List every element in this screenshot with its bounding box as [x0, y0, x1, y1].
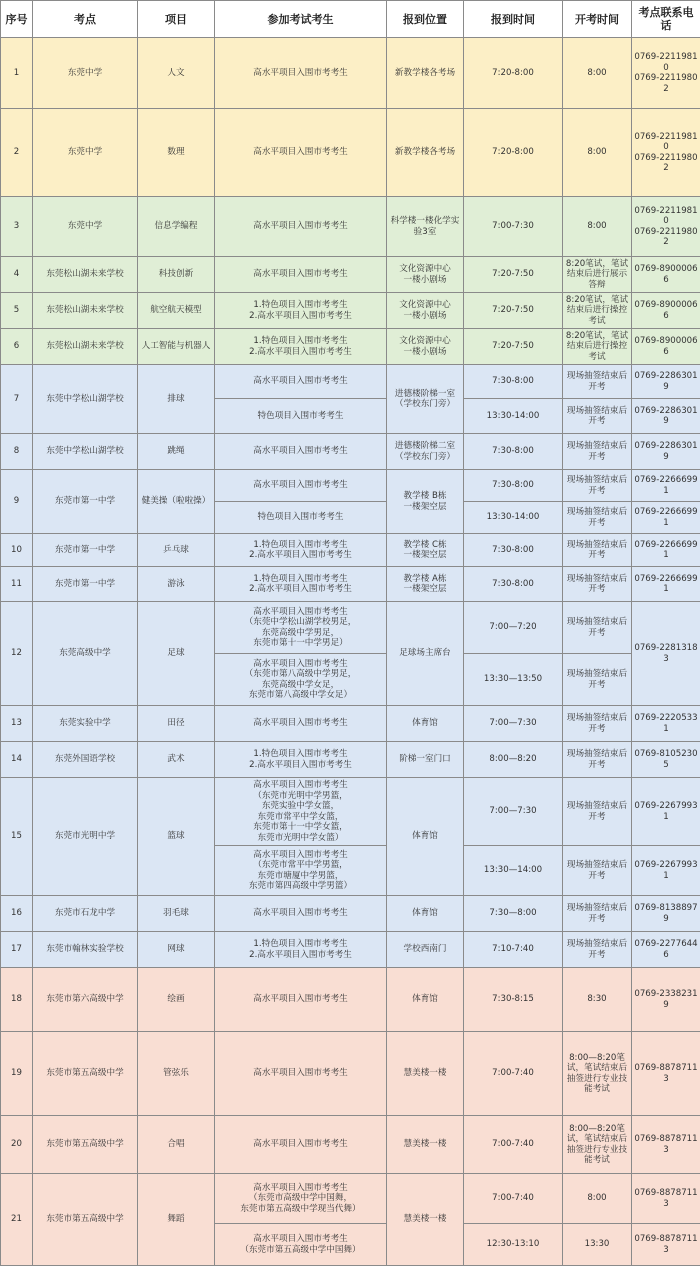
- cell-seq: 9: [1, 470, 33, 534]
- cell-seq: 20: [1, 1116, 33, 1174]
- cell-site: 东莞市第五高级中学: [33, 1116, 138, 1174]
- cell-start: 8:30: [563, 968, 632, 1032]
- cell-checkin: 13:30-14:00: [464, 399, 563, 434]
- cell-item: 跳绳: [138, 434, 215, 470]
- cell-seq: 13: [1, 706, 33, 742]
- cell-seq: 2: [1, 109, 33, 197]
- cell-item: 数理: [138, 109, 215, 197]
- cell-location: 进德楼阶梯二室 （学校东门旁）: [387, 434, 464, 470]
- cell-site: 东莞市第一中学: [33, 567, 138, 602]
- cell-seq: 7: [1, 365, 33, 434]
- cell-checkin: 7:20-8:00: [464, 38, 563, 109]
- cell-item: 游泳: [138, 567, 215, 602]
- cell-phone: 0769-22863019: [632, 434, 700, 470]
- cell-item: 排球: [138, 365, 215, 434]
- table-row: [1, 109, 700, 197]
- cell-location: 新教学楼各考场: [387, 109, 464, 197]
- cell-start: 8:20笔试，笔试结束后进行操控考试: [563, 293, 632, 329]
- cell-item: 管弦乐: [138, 1032, 215, 1116]
- cell-seq: 5: [1, 293, 33, 329]
- cell-location: 慧美楼一楼: [387, 1174, 464, 1266]
- cell-candidates: 高水平项目入围市考考生 （东莞市第五高级中学中国舞）: [215, 1224, 387, 1266]
- cell-checkin: 13:30—13:50: [464, 654, 563, 706]
- cell-checkin: 7:20-7:50: [464, 257, 563, 293]
- cell-seq: 12: [1, 602, 33, 706]
- cell-phone: 0769-22813183: [632, 602, 700, 706]
- table-row: [1, 932, 700, 968]
- table-row: [1, 602, 700, 654]
- cell-phone: 0769-88787113: [632, 1174, 700, 1224]
- cell-location: 文化资源中心 一楼小剧场: [387, 329, 464, 365]
- cell-site: 东莞中学: [33, 197, 138, 257]
- cell-start: 现场抽签结束后开考: [563, 932, 632, 968]
- cell-phone: 0769-89000066: [632, 293, 700, 329]
- cell-seq: 16: [1, 896, 33, 932]
- cell-checkin: 7:00-7:30: [464, 197, 563, 257]
- header-start: 开考时间: [563, 1, 632, 38]
- cell-site: 东莞市第五高级中学: [33, 1032, 138, 1116]
- cell-checkin: 7:30-8:00: [464, 434, 563, 470]
- cell-candidates: 1.特色项目入围市考考生 2.高水平项目入围市考考生: [215, 742, 387, 778]
- cell-checkin: 7:20-7:50: [464, 293, 563, 329]
- cell-start: 8:00: [563, 1174, 632, 1224]
- cell-location: 足球场主席台: [387, 602, 464, 706]
- cell-location: 阶梯一室门口: [387, 742, 464, 778]
- cell-candidates: 1.特色项目入围市考考生 2.高水平项目入围市考考生: [215, 567, 387, 602]
- cell-checkin: 7:00-7:40: [464, 1174, 563, 1224]
- cell-site: 东莞松山湖未来学校: [33, 329, 138, 365]
- cell-candidates: 高水平项目入围市考考生: [215, 706, 387, 742]
- cell-start: 现场抽签结束后开考: [563, 534, 632, 567]
- cell-site: 东莞市第一中学: [33, 534, 138, 567]
- cell-phone: 0769-88787113: [632, 1032, 700, 1116]
- cell-item: 篮球: [138, 778, 215, 896]
- table-row: [1, 434, 700, 470]
- cell-checkin: 7:30-8:00: [464, 365, 563, 399]
- cell-checkin: 7:20-7:50: [464, 329, 563, 365]
- cell-site: 东莞高级中学: [33, 602, 138, 706]
- cell-start: 现场抽签结束后开考: [563, 434, 632, 470]
- cell-phone: 0769-81052305: [632, 742, 700, 778]
- cell-phone: 0769-22119810 0769-22119802: [632, 197, 700, 257]
- cell-start: 现场抽签结束后开考: [563, 654, 632, 706]
- cell-seq: 19: [1, 1032, 33, 1116]
- cell-checkin: 8:00—8:20: [464, 742, 563, 778]
- cell-phone: 0769-22679931: [632, 846, 700, 896]
- cell-phone: 0769-89000066: [632, 257, 700, 293]
- cell-item: 信息学编程: [138, 197, 215, 257]
- header-checkin: 报到时间: [464, 1, 563, 38]
- cell-site: 东莞市石龙中学: [33, 896, 138, 932]
- cell-candidates: 高水平项目入围市考考生: [215, 109, 387, 197]
- cell-site: 东莞中学: [33, 109, 138, 197]
- cell-checkin: 7:30-8:00: [464, 567, 563, 602]
- cell-candidates: 高水平项目入围市考考生: [215, 968, 387, 1032]
- cell-seq: 8: [1, 434, 33, 470]
- table-row: [1, 329, 700, 365]
- cell-candidates: 1.特色项目入围市考考生 2.高水平项目入围市考考生: [215, 293, 387, 329]
- cell-site: 东莞松山湖未来学校: [33, 293, 138, 329]
- cell-candidates: 1.特色项目入围市考考生 2.高水平项目入围市考考生: [215, 329, 387, 365]
- cell-location: 教学楼 A栋 一楼架空层: [387, 567, 464, 602]
- cell-checkin: 7:20-8:00: [464, 109, 563, 197]
- cell-start: 8:00: [563, 109, 632, 197]
- cell-seq: 10: [1, 534, 33, 567]
- cell-start: 现场抽签结束后开考: [563, 846, 632, 896]
- cell-phone: 0769-22119810 0769-22119802: [632, 109, 700, 197]
- cell-candidates: 高水平项目入围市考考生: [215, 38, 387, 109]
- cell-candidates: 高水平项目入围市考考生 （东莞市光明中学男篮， 东莞实验中学女篮， 东莞市常平中学女篮， 东莞市第十一中学女篮， 东莞市光明中学女篮）: [215, 778, 387, 846]
- header-site: 考点: [33, 1, 138, 38]
- cell-start: 现场抽签结束后开考: [563, 470, 632, 502]
- cell-item: 田径: [138, 706, 215, 742]
- cell-item: 航空航天模型: [138, 293, 215, 329]
- cell-start: 8:00—8:20笔试，笔试结束后抽签进行专业技能考试: [563, 1116, 632, 1174]
- cell-checkin: 7:30-8:15: [464, 968, 563, 1032]
- cell-location: 体育馆: [387, 706, 464, 742]
- cell-location: 体育馆: [387, 896, 464, 932]
- cell-checkin: 7:30-8:00: [464, 470, 563, 502]
- cell-start: 现场抽签结束后开考: [563, 502, 632, 534]
- cell-location: 教学楼 B栋 一楼架空层: [387, 470, 464, 534]
- cell-checkin: 13:30—14:00: [464, 846, 563, 896]
- cell-start: 现场抽签结束后开考: [563, 567, 632, 602]
- cell-candidates: 高水平项目入围市考考生 （东莞市高级中学中国舞， 东莞市第五高级中学现当代舞）: [215, 1174, 387, 1224]
- cell-item: 舞蹈: [138, 1174, 215, 1266]
- cell-checkin: 7:00—7:20: [464, 602, 563, 654]
- cell-start: 现场抽签结束后开考: [563, 365, 632, 399]
- cell-phone: 0769-22863019: [632, 365, 700, 399]
- cell-phone: 0769-89000066: [632, 329, 700, 365]
- cell-site: 东莞外国语学校: [33, 742, 138, 778]
- cell-candidates: 高水平项目入围市考考生: [215, 1116, 387, 1174]
- cell-start: 8:20笔试，笔试结束后进行展示答辩: [563, 257, 632, 293]
- cell-checkin: 7:00—7:30: [464, 778, 563, 846]
- cell-site: 东莞市光明中学: [33, 778, 138, 896]
- cell-seq: 11: [1, 567, 33, 602]
- cell-item: 合唱: [138, 1116, 215, 1174]
- cell-candidates: 高水平项目入围市考考生: [215, 1032, 387, 1116]
- cell-start: 13:30: [563, 1224, 632, 1266]
- cell-start: 现场抽签结束后开考: [563, 399, 632, 434]
- cell-candidates: 高水平项目入围市考考生: [215, 257, 387, 293]
- cell-location: 文化资源中心 一楼小剧场: [387, 257, 464, 293]
- cell-site: 东莞中学松山湖学校: [33, 434, 138, 470]
- cell-location: 科学楼一楼化学实验3室: [387, 197, 464, 257]
- cell-site: 东莞市第六高级中学: [33, 968, 138, 1032]
- header-phone: 考点联系电话: [632, 1, 700, 38]
- cell-start: 8:20笔试，笔试结束后进行操控考试: [563, 329, 632, 365]
- cell-seq: 17: [1, 932, 33, 968]
- cell-start: 现场抽签结束后开考: [563, 778, 632, 846]
- cell-phone: 0769-88787113: [632, 1116, 700, 1174]
- table-row: [1, 706, 700, 742]
- cell-phone: 0769-22666991: [632, 470, 700, 502]
- cell-start: 8:00: [563, 38, 632, 109]
- cell-candidates: 高水平项目入围市考考生: [215, 896, 387, 932]
- header-item: 项目: [138, 1, 215, 38]
- cell-checkin: 7:00-7:40: [464, 1116, 563, 1174]
- cell-item: 人文: [138, 38, 215, 109]
- cell-seq: 18: [1, 968, 33, 1032]
- cell-location: 文化资源中心 一楼小剧场: [387, 293, 464, 329]
- table-row: [1, 1116, 700, 1174]
- cell-phone: 0769-22863019: [632, 399, 700, 434]
- cell-site: 东莞市第一中学: [33, 470, 138, 534]
- table-row: [1, 968, 700, 1032]
- cell-start: 现场抽签结束后开考: [563, 706, 632, 742]
- cell-phone: 0769-22666991: [632, 502, 700, 534]
- cell-start: 现场抽签结束后开考: [563, 602, 632, 654]
- cell-phone: 0769-22679931: [632, 778, 700, 846]
- cell-candidates: 高水平项目入围市考考生: [215, 434, 387, 470]
- cell-phone: 0769-81388979: [632, 896, 700, 932]
- cell-location: 学校西南门: [387, 932, 464, 968]
- cell-checkin: 7:10-7:40: [464, 932, 563, 968]
- cell-item: 绘画: [138, 968, 215, 1032]
- cell-candidates: 高水平项目入围市考考生: [215, 470, 387, 502]
- cell-seq: 14: [1, 742, 33, 778]
- cell-location: 新教学楼各考场: [387, 38, 464, 109]
- cell-location: 体育馆: [387, 778, 464, 896]
- cell-checkin: 7:00—7:30: [464, 706, 563, 742]
- cell-candidates: 高水平项目入围市考考生 （东莞市常平中学男篮， 东莞市塘厦中学男篮， 东莞市第四高级中学男篮）: [215, 846, 387, 896]
- cell-seq: 4: [1, 257, 33, 293]
- cell-phone: 0769-22776446: [632, 932, 700, 968]
- cell-checkin: 13:30-14:00: [464, 502, 563, 534]
- cell-site: 东莞市翰林实验学校: [33, 932, 138, 968]
- cell-checkin: 7:30-8:00: [464, 534, 563, 567]
- cell-candidates: 高水平项目入围市考考生 （东莞市第八高级中学男足， 东莞高级中学女足， 东莞市第八高级中学女足）: [215, 654, 387, 706]
- cell-location: 慧美楼一楼: [387, 1032, 464, 1116]
- cell-seq: 3: [1, 197, 33, 257]
- header-candidates: 参加考试考生: [215, 1, 387, 38]
- header-location: 报到位置: [387, 1, 464, 38]
- cell-item: 网球: [138, 932, 215, 968]
- cell-checkin: 12:30-13:10: [464, 1224, 563, 1266]
- cell-item: 人工智能与机器人: [138, 329, 215, 365]
- cell-site: 东莞中学: [33, 38, 138, 109]
- cell-location: 进德楼阶梯一室 （学校东门旁）: [387, 365, 464, 434]
- cell-start: 现场抽签结束后开考: [563, 896, 632, 932]
- cell-seq: 6: [1, 329, 33, 365]
- table-row: [1, 365, 700, 399]
- table-row: [1, 470, 700, 502]
- cell-item: 足球: [138, 602, 215, 706]
- table-row: [1, 778, 700, 846]
- cell-phone: 0769-23382319: [632, 968, 700, 1032]
- cell-item: 乒乓球: [138, 534, 215, 567]
- cell-item: 羽毛球: [138, 896, 215, 932]
- cell-candidates: 特色项目入围市考考生: [215, 502, 387, 534]
- cell-phone: 0769-22205331: [632, 706, 700, 742]
- cell-seq: 1: [1, 38, 33, 109]
- cell-site: 东莞松山湖未来学校: [33, 257, 138, 293]
- cell-item: 武术: [138, 742, 215, 778]
- cell-seq: 15: [1, 778, 33, 896]
- cell-candidates: 高水平项目入围市考考生: [215, 365, 387, 399]
- cell-phone: 0769-22666991: [632, 567, 700, 602]
- cell-item: 健美操（啦啦操）: [138, 470, 215, 534]
- cell-location: 教学楼 C栋 一楼架空层: [387, 534, 464, 567]
- table-row: [1, 197, 700, 257]
- cell-location: 慧美楼一楼: [387, 1116, 464, 1174]
- cell-site: 东莞市第五高级中学: [33, 1174, 138, 1266]
- table-row: [1, 896, 700, 932]
- cell-phone: 0769-88787113: [632, 1224, 700, 1266]
- table-row: [1, 38, 700, 109]
- table-row: [1, 742, 700, 778]
- cell-checkin: 7:30—8:00: [464, 896, 563, 932]
- cell-candidates: 特色项目入围市考考生: [215, 399, 387, 434]
- cell-candidates: 高水平项目入围市考考生: [215, 197, 387, 257]
- cell-candidates: 1.特色项目入围市考考生 2.高水平项目入围市考考生: [215, 932, 387, 968]
- cell-checkin: 7:00-7:40: [464, 1032, 563, 1116]
- cell-site: 东莞实验中学: [33, 706, 138, 742]
- cell-start: 现场抽签结束后开考: [563, 742, 632, 778]
- table-row: [1, 1032, 700, 1116]
- header-row: [1, 1, 700, 38]
- cell-site: 东莞中学松山湖学校: [33, 365, 138, 434]
- header-seq: 序号: [1, 1, 33, 38]
- table-row: [1, 1174, 700, 1224]
- cell-location: 体育馆: [387, 968, 464, 1032]
- cell-candidates: 高水平项目入围市考考生 （东莞中学松山湖学校男足， 东莞高级中学男足， 东莞市第十一中学男足）: [215, 602, 387, 654]
- table-row: [1, 567, 700, 602]
- table-row: [1, 257, 700, 293]
- cell-start: 8:00—8:20笔试，笔试结束后抽签进行专业技能考试: [563, 1032, 632, 1116]
- cell-seq: 21: [1, 1174, 33, 1266]
- cell-phone: 0769-22666991: [632, 534, 700, 567]
- cell-item: 科技创新: [138, 257, 215, 293]
- table-row: [1, 534, 700, 567]
- table-row: [1, 293, 700, 329]
- cell-phone: 0769-22119810 0769-22119802: [632, 38, 700, 109]
- cell-start: 8:00: [563, 197, 632, 257]
- cell-candidates: 1.特色项目入围市考考生 2.高水平项目入围市考考生: [215, 534, 387, 567]
